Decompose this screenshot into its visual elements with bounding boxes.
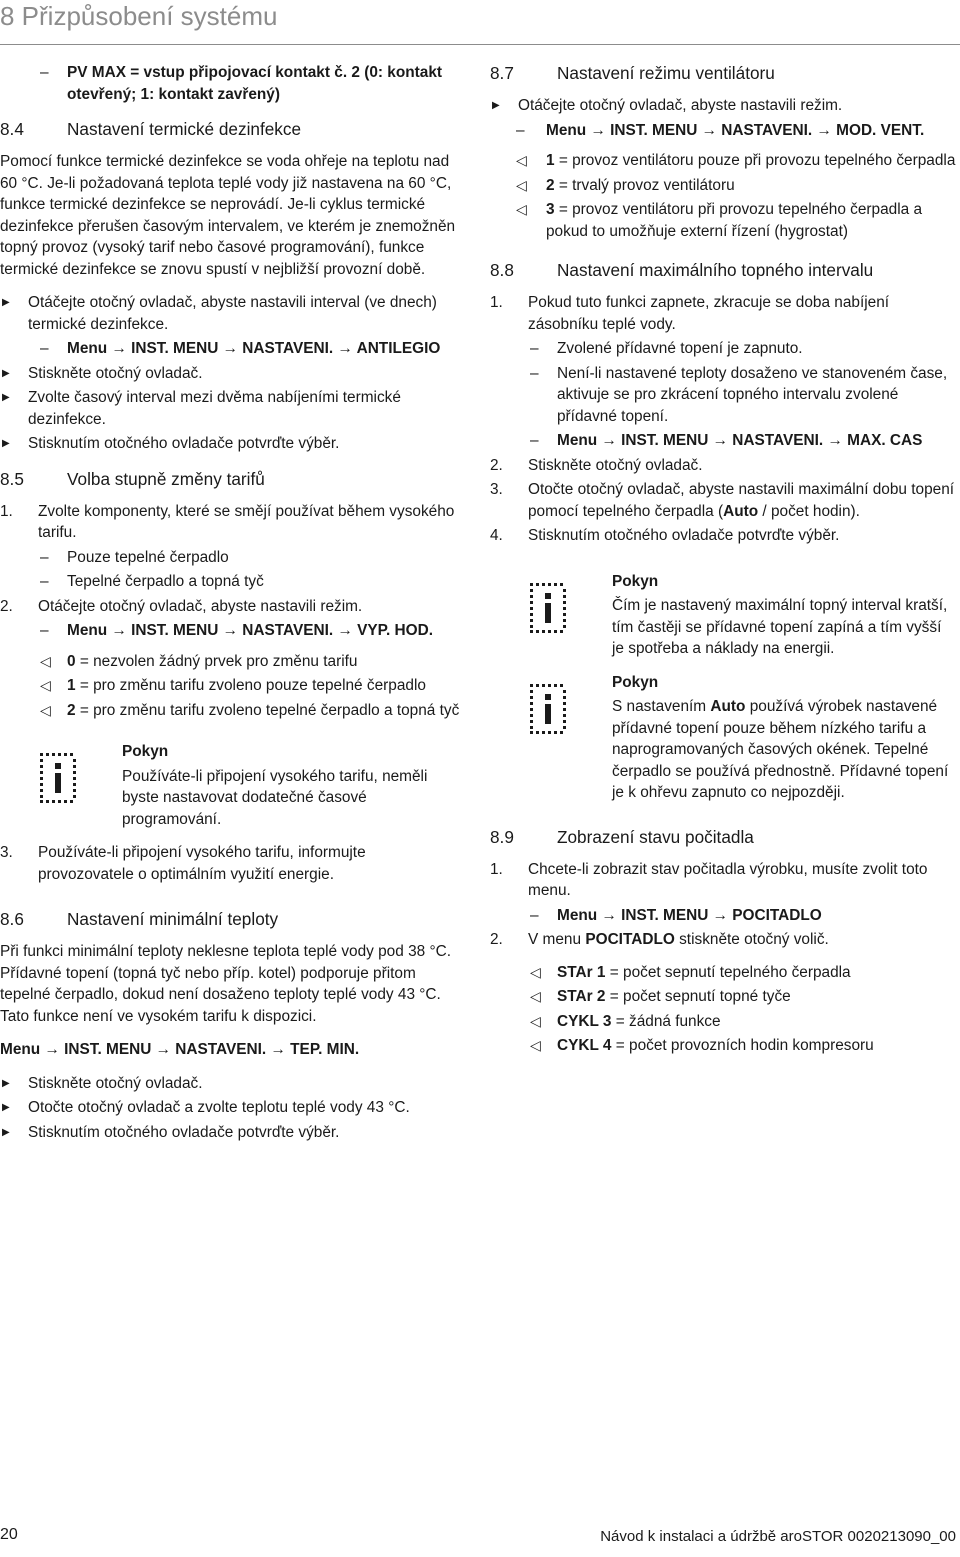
section-heading-8-5: 8.5 Volba stupně změny tarifů — [0, 468, 265, 489]
numbered-step: 2. Stiskněte otočný ovladač. — [490, 456, 703, 474]
instruction-item: ▶ Zvolte časový interval mezi dvěma nabíjeními termické dezinfekce. — [0, 387, 462, 430]
right-column — [490, 62, 956, 1060]
list-item: – Není-li nastavené teploty dosaženo ve stanoveném čase, aktivuje se pro zkrácení topného intervalu zvolené přídavné topení. — [490, 363, 956, 428]
paragraph: Pomocí funkce termické dezinfekce se voda ohřeje na teplotu nad 60 °C. Je-li požadovaná teplota teplé vody již nastavena na 60 °C, funkce termické dezinfekce se neprovádí. Je-li cyklus termické dezinfekce přerušen časovým intervalem, ve kterém je znemožněn topný provoz (vysoký tarif nebo časové programování), funkce termické dezinfekce se znovu spustí v nejbližší provozní době. — [0, 153, 456, 278]
section-heading-8-4: 8.4 Nastavení termické dezinfekce — [0, 119, 302, 139]
note-title: Pokyn — [612, 673, 659, 691]
instruction-item: ▶ Otáčejte otočný ovladač, abyste nastavili režim. — [490, 95, 956, 117]
list-item: – Tepelné čerpadlo a topná tyč — [0, 571, 462, 593]
option-item: ◁ CYKL 3 = žádná funkce — [490, 1011, 956, 1033]
instruction-item: ▶ Otočte otočný ovladač a zvolte teplotu teplé vody 43 °C. — [0, 1097, 462, 1119]
option-item: ◁ STAr 2 = počet sepnutí topné tyče — [490, 986, 956, 1008]
option-item: ◁ CYKL 4 = počet provozních hodin kompresoru — [490, 1035, 956, 1057]
numbered-step: 3. Používáte-li připojení vysokého tarifu, informujte provozovatele o optimálním využití energie. — [0, 844, 366, 883]
note-box — [530, 672, 956, 804]
numbered-step: 2. Otáčejte otočný ovladač, abyste nastavili režim. — [0, 597, 363, 615]
option-item: ◁ 2 = trvalý provoz ventilátoru — [490, 175, 956, 197]
note-title: Pokyn — [122, 743, 169, 760]
instruction-item: ▶ Stiskněte otočný ovladač. — [0, 1073, 462, 1095]
option-item: ◁ 3 = provoz ventilátoru při provozu tepelného čerpadla a pokud to umožňuje externí řízení (hygrostat) — [490, 199, 956, 242]
instruction-item: ▶ Stiskněte otočný ovladač. — [0, 363, 462, 385]
note-title: Pokyn — [612, 572, 659, 590]
numbered-step: 4. Stisknutím otočného ovladače potvrďte výběr. — [490, 527, 840, 544]
numbered-step: 2. V menu POCITADLO stiskněte otočný volič. — [490, 931, 829, 948]
menu-path: – Menu → INST. MENU → POCITADLO — [490, 905, 956, 927]
footer-title: Návod k instalaci a údržbě aroSTOR 0020213090_00 — [600, 1528, 956, 1545]
note-text: S nastavením Auto používá výrobek nastavené přídavné topení pouze během nízkého tarifu a naprogramovaných časových okének. Tepelné čerpadlo se používá přednostně. Přídavné topení je k ohřevu zapnuto co nejpozději. — [612, 698, 949, 801]
page-number: 20 — [0, 1526, 18, 1543]
note-box — [40, 741, 462, 830]
list-item: – Zvolené přídavné topení je zapnuto. — [490, 338, 956, 360]
info-icon — [530, 583, 566, 633]
menu-path: – Menu → INST. MENU → NASTAVENI. → VYP. HOD. — [0, 620, 462, 642]
instruction-item: ▶ Stisknutím otočného ovladače potvrďte výběr. — [0, 1122, 462, 1144]
section-heading-8-7: 8.7 Nastavení režimu ventilátoru — [490, 63, 775, 83]
option-item: ◁ 0 = nezvolen žádný prvek pro změnu tarifu — [0, 651, 462, 673]
section-heading-8-8: 8.8 Nastavení maximálního topného intervalu — [490, 260, 874, 280]
option-item: ◁ 2 = pro změnu tarifu zvoleno tepelné čerpadlo a topná tyč — [0, 700, 462, 722]
instruction-item: ▶ Otáčejte otočný ovladač, abyste nastavili interval (ve dnech) termické dezinfekce. — [0, 292, 462, 335]
option-item: ◁ 1 = provoz ventilátoru pouze při provozu tepelného čerpadla — [490, 150, 956, 172]
section-heading-8-9: 8.9 Zobrazení stavu počitadla — [490, 826, 754, 847]
numbered-step: 3. Otočte otočný ovladač, abyste nastavili maximální dobu topení pomocí tepelného čerpadla (Auto / počet hodin). — [490, 481, 955, 520]
menu-path: – Menu → INST. MENU → NASTAVENI. → MAX. CAS — [490, 430, 956, 452]
option-item: ◁ 1 = pro změnu tarifu zvoleno pouze tepelné čerpadlo — [0, 675, 462, 697]
left-column — [0, 62, 462, 1146]
info-icon — [530, 684, 566, 734]
menu-path: – Menu → INST. MENU → NASTAVENI. → ANTILEGIO — [0, 338, 462, 360]
note-box — [530, 571, 956, 660]
menu-path: Menu → INST. MENU → NASTAVENI. → TEP. MIN. — [0, 1041, 360, 1058]
numbered-step: 1. Zvolte komponenty, které se smějí používat během vysokého tarifu. — [0, 502, 455, 541]
numbered-step: 1. Pokud tuto funkci zapnete, zkracuje se doba nabíjení zásobníku teplé vody. — [490, 294, 890, 333]
numbered-step: 1. Chcete-li zobrazit stav počitadla výrobku, musíte zvolit toto menu. — [490, 860, 928, 899]
list-item: – PV MAX = vstup připojovací kontakt č. 2 (0: kontakt otevřený; 1: kontakt zavřený) — [0, 62, 462, 105]
option-item: ◁ STAr 1 = počet sepnutí tepelného čerpadla — [490, 962, 956, 984]
note-text: Čím je nastavený maximální topný interval kratší, tím častěji se přídavné topení zapíná a tím vyšší je spotřeba a náklady na energii. — [612, 597, 948, 657]
paragraph: Při funkci minimální teploty neklesne teplota teplé vody pod 38 °C. Přídavné topení (topná tyč nebo příp. kotel) podporuje přitom tepelné čerpadlo, dokud není dosaženo teploty teplé vody 43 °C. Tato funkce není ve vysokém tarifu k dispozici. — [0, 943, 452, 1025]
list-item: – Pouze tepelné čerpadlo — [0, 547, 462, 569]
section-heading-8-6: 8.6 Nastavení minimální teploty — [0, 909, 279, 929]
info-icon — [40, 753, 76, 803]
chapter-title: 8 Přizpůsobení systému — [0, 1, 278, 31]
chapter-divider — [0, 44, 960, 45]
note-text: Používáte-li připojení vysokého tarifu, neměli byste nastavovat dodatečné časové programování. — [122, 767, 428, 828]
menu-path: – Menu → INST. MENU → NASTAVENI. → MOD. VENT. — [490, 120, 956, 142]
instruction-item: ▶ Stisknutím otočného ovladače potvrďte výběr. — [0, 433, 462, 455]
